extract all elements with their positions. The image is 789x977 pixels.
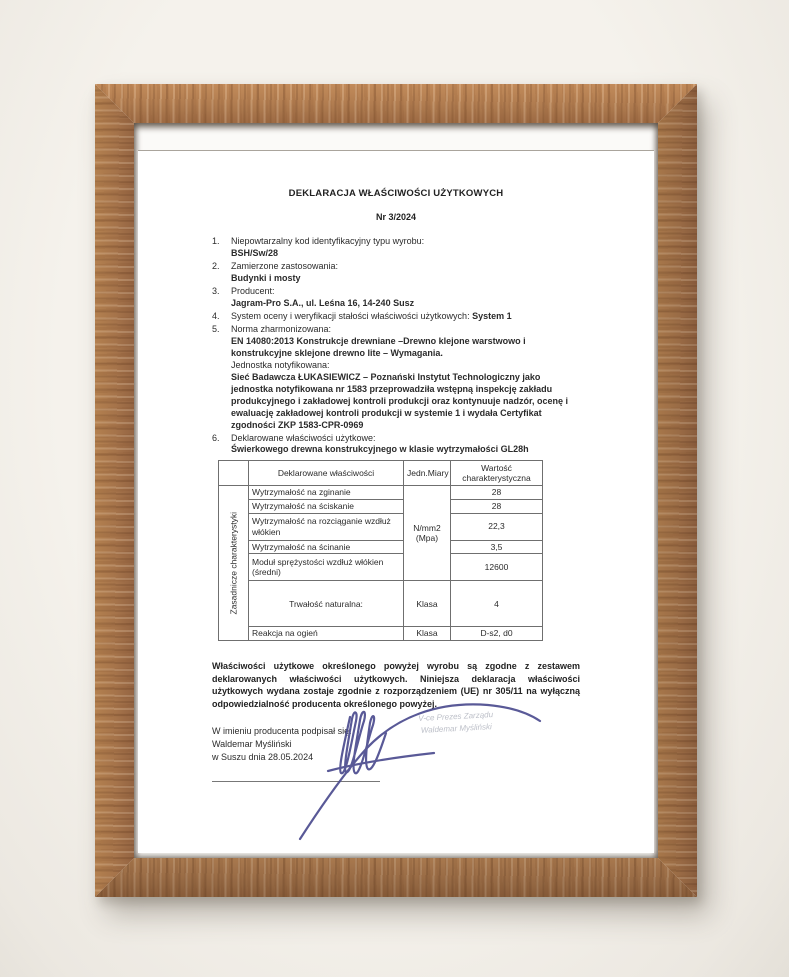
stamp-title: V-ce Prezes Zarządu bbox=[418, 710, 494, 723]
property-cell: Wytrzymałość na rozciąganie wzdłuż włókien bbox=[249, 513, 404, 540]
table-header-row bbox=[219, 461, 543, 486]
item-label: Deklarowane właściwości użytkowe: bbox=[231, 432, 376, 443]
list-item-body bbox=[231, 261, 580, 285]
table-row bbox=[219, 627, 543, 641]
place-and-date: w Suszu dnia 28.05.2024 bbox=[212, 752, 314, 763]
frame-opening bbox=[134, 123, 658, 858]
table-row bbox=[219, 554, 543, 581]
vertical-category-label: Zasadnicze charakterystyki bbox=[219, 486, 249, 641]
unit-cell: Klasa bbox=[404, 627, 451, 641]
list-item-body bbox=[231, 311, 580, 323]
certificate-content bbox=[138, 151, 654, 782]
item-value: Świerkowego drewna konstrukcyjnego w klasie wytrzymałości GL28h bbox=[231, 444, 529, 455]
certificate-sheet bbox=[138, 150, 654, 853]
property-cell: Wytrzymałość na ścinanie bbox=[249, 540, 404, 554]
closing-paragraph: Właściwości użytkowe określonego powyżej wyrobu są zgodne z zestawem deklarowanych właściwości użytkowych. Niniejsza deklaracja właściwości użytkowych wydana zostaje zgodnie z rozporządzeniem (UE) nr 305/11 na wyłączną odpowiedzialność producenta określonego powyżej. bbox=[212, 660, 580, 709]
list-item bbox=[212, 286, 580, 310]
list-item-body bbox=[231, 324, 580, 432]
table-row bbox=[219, 540, 543, 554]
property-cell: Moduł sprężystości wzdłuż włókien (średni) bbox=[249, 554, 404, 581]
header-empty-cell bbox=[219, 461, 249, 486]
property-cell: Wytrzymałość na ściskanie bbox=[249, 500, 404, 514]
item-label: Niepowtarzalny kod identyfikacyjny typu wyrobu: bbox=[231, 236, 425, 246]
item-label: System oceny i weryfikacji stałości właściwości użytkowych: bbox=[231, 310, 470, 321]
list-item-body bbox=[231, 433, 580, 457]
value-cell: D-s2, d0 bbox=[451, 627, 543, 641]
property-cell: Reakcja na ogień bbox=[249, 627, 404, 641]
list-item-number: 4. bbox=[212, 310, 220, 321]
item-norm-text: EN 14080:2013 Konstrukcje drewniane –Drewno klejone warstwowo i konstrukcyjne sklejone drewno lite – Wymagania. bbox=[231, 335, 526, 358]
item-label: Producent: bbox=[231, 285, 275, 296]
value-cell: 22,3 bbox=[451, 513, 543, 540]
table-row bbox=[219, 513, 543, 540]
frame-bottom-rail bbox=[95, 858, 697, 897]
frame-right-rail bbox=[658, 84, 697, 897]
header-value: Wartość charakterystyczna bbox=[451, 461, 543, 486]
document-title: DEKLARACJA WŁAŚCIWOŚCI UŻYTKOWYCH bbox=[288, 188, 504, 199]
list-item-body bbox=[231, 286, 580, 310]
document-number: Nr 3/2024 bbox=[375, 212, 417, 222]
frame-left-rail bbox=[95, 84, 134, 897]
list-item-number: 1. bbox=[212, 236, 220, 246]
numbered-list bbox=[212, 236, 580, 456]
table-row bbox=[219, 500, 543, 514]
property-cell: Wytrzymałość na zginanie bbox=[249, 486, 404, 500]
list-item bbox=[212, 261, 580, 285]
value-cell: 4 bbox=[451, 581, 543, 627]
list-item bbox=[212, 311, 580, 323]
item-value: System 1 bbox=[472, 310, 512, 321]
list-item bbox=[212, 324, 580, 432]
declared-properties-table bbox=[218, 460, 543, 641]
value-cell: 28 bbox=[451, 486, 543, 500]
item-label: Norma zharmonizowana: bbox=[231, 323, 332, 334]
table-row bbox=[219, 486, 543, 500]
value-cell: 12600 bbox=[451, 554, 543, 581]
value-cell: 3,5 bbox=[451, 540, 543, 554]
item-notified-body: Sieć Badawcza ŁUKASIEWICZ – Poznański Instytut Technologiczny jako jednostka notyfikowana nr 1583 przeprowadziła wstępną inspekcję zakładu produkcyjnego i zakładowej kontroli produkcji oraz kontynuuje nadzór, ocenę i ewaluację zakładowej kontroli produkcji w systemie 1 i wydała Certyfikat zgodności ZKP 1583-CPR-0969 bbox=[231, 371, 569, 430]
item-sublabel: Jednostka notyfikowana: bbox=[231, 359, 330, 370]
list-item-number: 6. bbox=[212, 432, 220, 443]
list-item bbox=[212, 236, 580, 260]
stamp-name: Waldemar Myśliński bbox=[420, 722, 492, 735]
unit-sub: (Mpa) bbox=[415, 533, 439, 544]
wooden-picture-frame bbox=[95, 84, 697, 897]
list-item-body bbox=[231, 236, 580, 260]
unit-cell bbox=[404, 486, 451, 581]
item-value: BSH/Sw/28 bbox=[231, 247, 279, 258]
unit-cell: Klasa bbox=[404, 581, 451, 627]
table-row bbox=[219, 581, 543, 627]
item-value: Jagram-Pro S.A., ul. Leśna 16, 14-240 Susz bbox=[231, 297, 415, 308]
item-label: Zamierzone zastosowania: bbox=[231, 260, 339, 271]
frame-top-rail bbox=[95, 84, 697, 123]
list-item bbox=[212, 433, 580, 457]
unit-main: N/mm2 bbox=[413, 522, 441, 533]
signer-name: Waldemar Myśliński bbox=[212, 739, 292, 750]
list-item-number: 3. bbox=[212, 285, 220, 296]
signature-line bbox=[212, 781, 380, 782]
value-cell: 28 bbox=[451, 500, 543, 514]
property-cell: Trwałość naturalna: bbox=[249, 581, 404, 627]
item-value: Budynki i mosty bbox=[231, 272, 301, 283]
header-properties: Deklarowane właściwości bbox=[249, 461, 404, 486]
list-item-number: 5. bbox=[212, 323, 220, 334]
header-unit: Jedn.Miary bbox=[404, 461, 451, 486]
signed-intro: W imieniu producenta podpisał się: bbox=[212, 726, 352, 737]
list-item-number: 2. bbox=[212, 260, 220, 271]
